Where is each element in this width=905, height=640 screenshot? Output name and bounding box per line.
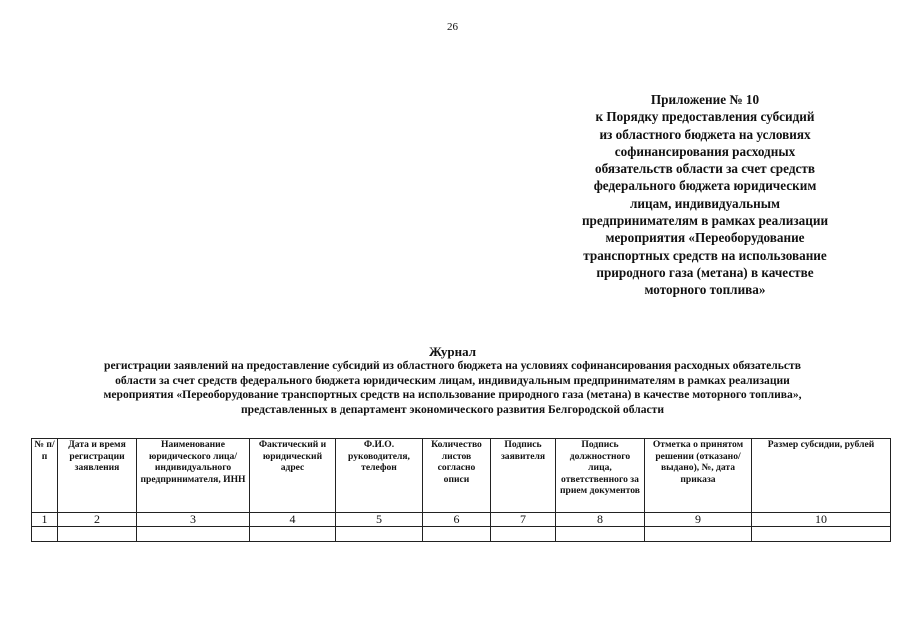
appendix-line: софинансирования расходных [614, 143, 796, 159]
table-cell [423, 527, 491, 542]
column-number: 1 [32, 513, 58, 527]
appendix-line: из областного бюджета на условиях [599, 126, 811, 142]
table-cell [250, 527, 336, 542]
appendix-line: природного газа (метана) в качестве [596, 264, 814, 280]
appendix-line: моторного топлива» [644, 282, 766, 298]
table-cell [58, 527, 137, 542]
journal-heading-line: области за счет средств федерального бюджета юридическим лицам, индивидуальным предпринимателям в рамках реализации [115, 373, 790, 387]
column-number: 9 [645, 513, 752, 527]
appendix-line: лицам, индивидуальным [629, 195, 780, 211]
column-header: Наименование юридического лица/ индивидуального предпринимателя, ИНН [137, 439, 250, 513]
column-number-row [32, 513, 891, 527]
table-cell [556, 527, 645, 542]
column-header: № п/п [32, 439, 58, 513]
table-cell [645, 527, 752, 542]
journal-heading-line: мероприятия «Переоборудование транспортных средств на использование природного газа (метана) в качестве моторного топлива», [103, 388, 802, 401]
table-cell [336, 527, 423, 542]
appendix-header [553, 91, 857, 299]
page-number: 26 [447, 21, 458, 33]
column-header: Размер субсидии, рублей [752, 439, 891, 513]
journal-heading-line: представленных в департамент экономического развития Белгородской области [240, 402, 665, 416]
column-number: 10 [752, 513, 891, 527]
column-number: 3 [137, 513, 250, 527]
table-cell [752, 527, 891, 542]
appendix-line: мероприятия «Переоборудование [605, 230, 805, 246]
appendix-line: к Порядку предоставления субсидий [595, 109, 815, 125]
column-number: 6 [423, 513, 491, 527]
journal-heading [20, 359, 885, 417]
column-number: 2 [58, 513, 137, 527]
table-cell [491, 527, 556, 542]
column-header: Фактический и юридический адрес [250, 439, 336, 513]
column-header: Количество листов согласно описи [423, 439, 491, 513]
appendix-line: федерального бюджета юридическим [593, 178, 817, 194]
column-header: Ф.И.О. руководителя, телефон [336, 439, 423, 513]
table-header-row [32, 439, 891, 513]
column-header: Подпись должностного лица, ответственного за прием документов [556, 439, 645, 513]
column-number: 5 [336, 513, 423, 527]
table-row [32, 527, 891, 542]
journal-heading-line: регистрации заявлений на предоставление субсидий из областного бюджета на условиях софинансирования расходных обязательств [104, 359, 801, 372]
column-number: 4 [250, 513, 336, 527]
table-cell [137, 527, 250, 542]
appendix-line: обязательств области за счет средств [595, 161, 815, 177]
column-header: Отметка о принятом решении (отказано/выдано), №, дата приказа [645, 439, 752, 513]
column-number: 7 [491, 513, 556, 527]
journal-title: Журнал [429, 344, 476, 359]
column-number: 8 [556, 513, 645, 527]
appendix-line: транспортных средств на использование [583, 247, 827, 263]
table-cell [32, 527, 58, 542]
appendix-line: предпринимателям в рамках реализации [581, 213, 829, 229]
column-header: Подпись заявителя [491, 439, 556, 513]
column-header: Дата и время регистрации заявления [58, 439, 137, 513]
appendix-line: Приложение № 10 [650, 92, 760, 107]
registration-table [31, 438, 891, 542]
